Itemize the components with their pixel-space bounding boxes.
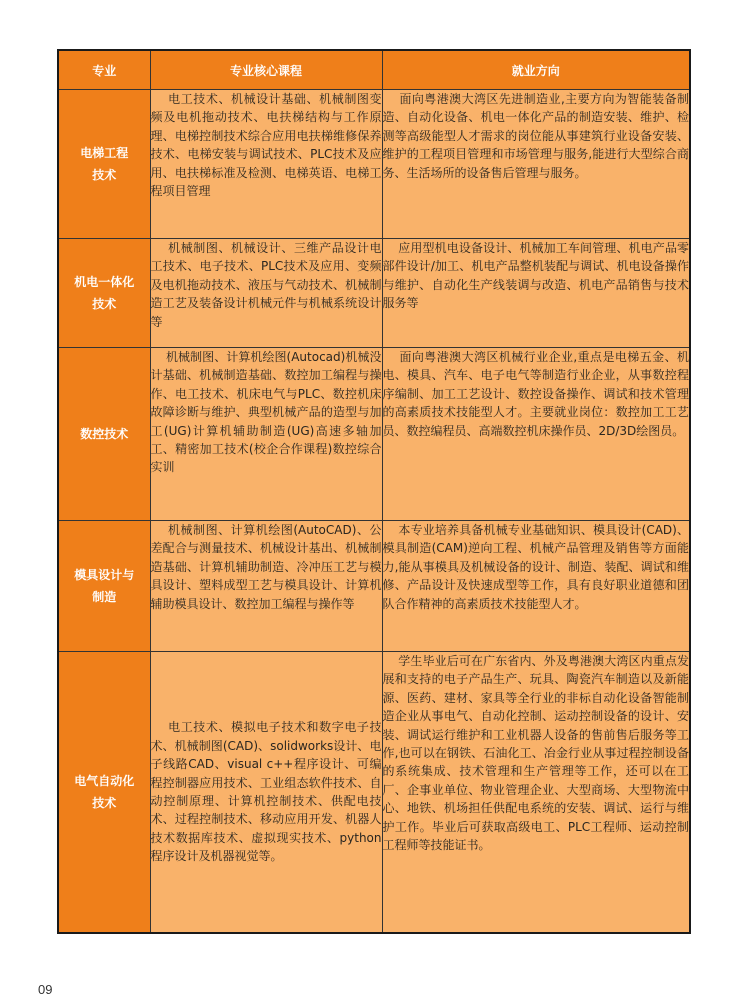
table-row [58,652,690,934]
header-major: 专业 [58,50,150,90]
page-number: 09 [38,982,53,997]
major-name-text: 电气自动化 技术 [74,774,135,810]
majors-table [57,49,691,934]
career-direction-cell: 应用型机电设备设计、机械加工车间管理、机电产品零部件设计/加工、机电产品整机装配与调试、机电设备操作与维护、自动化生产线装调与改造、机电产品销售与技术服务等 [382,239,690,348]
table-row [58,90,690,239]
major-name-text: 机电一体化 技术 [74,275,135,311]
core-courses-cell: 电工技术、机械设计基础、机械制图变频及电机拖动技术、电扶梯结构与工作原理、电梯控制技术综合应用电扶梯维修保养技术、电梯安装与调试技术、PLC技术及应用、电扶梯标准及检测、电梯英语、电梯工程项目管理 [150,90,382,239]
major-name-text: 电梯工程 技术 [80,146,129,182]
core-courses-cell: 机械制图、计算机绘图(AutoCAD)、公差配合与测量技术、机械设计基出、机械制造基础、计算机辅助制造、冷冲压工艺与模具设计、塑料成型工艺与模具设计、计算机辅助模具设计、数控加工编程与操作等 [150,521,382,652]
table-row [58,521,690,652]
core-courses-cell: 机械制图、计算机绘图(Autocad)机械没计基础、机械制造基础、数控加工编程与操作、电工技术、机床电气与PLC、数控机床故障诊断与维护、典型机械产品的造型与加工(UG)计算机辅助制造(UG)高速多轴加工、精密加工技术(校企合作课程)数控综合实训 [150,348,382,521]
table-row [58,348,690,521]
major-name [58,348,150,521]
career-direction-cell: 学生毕业后可在广东省内、外及粤港澳大湾区内重点发展和支持的电子产品生产、玩具、陶瓷汽车制造以及新能源、医药、建材、家具等全行业的非标自动化设备智能制造企业从事电气、自动化控制、运动控制设备的设计、安装、调试运行维护和工业机器人设备的售前售后服务等工作,也可以在钢铁、石油化工、冶金行业从事过程控制设备的系统集成、技术管理和生产管理等工作，还可以在工厂、企事业单位、物业管理企业、大型商场、大型物流中心、地铁、机场担任供配电系统的安装、调试、运行与维护工作。毕业后可获取高级电工、PLC工程师、运动控制工程师等技能证书。 [382,652,690,934]
career-direction-cell: 本专业培养具备机械专业基础知识、模具设计(CAD)、模具制造(CAM)逆向工程、机械产品管理及销售等方面能力,能从事模具及机械设备的设计、制造、装配、调试和维修、产品设计及快速成型等工作，具有良好职业道德和团队合作精神的高素质技术技能型人才。 [382,521,690,652]
major-name [58,521,150,652]
core-courses-cell: 机械制图、机械设计、三维产品设计电工技术、电子技术、PLC技术及应用、变频及电机拖动技术、液压与气动技术、机械制造工艺及装备设计机械元件与机械系统设计等 [150,239,382,348]
major-name-text: 数控技术 [80,427,129,441]
major-name [58,652,150,934]
major-name [58,239,150,348]
career-direction-cell: 面向粤港澳大湾区机械行业企业,重点是电梯五金、机电、模具、汽车、电子电气等制造行业企业，从事数控程序编制、加工工艺设计、数控设备操作、调试和技术管理的高素质技术技能型人才。主要就业岗位：数控加工工艺员、数控编程员、高端数控机床操作员、2D/3D绘图员。 [382,348,690,521]
table-header-row [58,50,690,90]
core-courses-cell: 电工技术、模拟电子技术和数字电子技术、机械制图(CAD)、solidworks设计、电子线路CAD、visual c++程序设计、可编程控制器应用技术、工业组态软件技术、自动控制原理、计算机控制技术、供配电技术、过程控制技术、移动应用开发、机器人技术数据库技术、虚拟现实技术、python程序设计及机器视觉等。 [150,652,382,934]
header-core-courses: 专业核心课程 [150,50,382,90]
major-name-text: 模具设计与 制造 [74,568,135,604]
career-direction-cell: 面向粤港澳大湾区先进制造业,主要方向为智能装备制造、自动化设备、机电一体化产品的制造安装、维护、检测等高级能型人才需求的岗位能从事建筑行业设备安装、维护的工程项目管理和市场管理与服务,能进行大型综合商务、生活场所的设备售后管理与服务。 [382,90,690,239]
header-career-direction: 就业方向 [382,50,690,90]
major-name [58,90,150,239]
table-row [58,239,690,348]
